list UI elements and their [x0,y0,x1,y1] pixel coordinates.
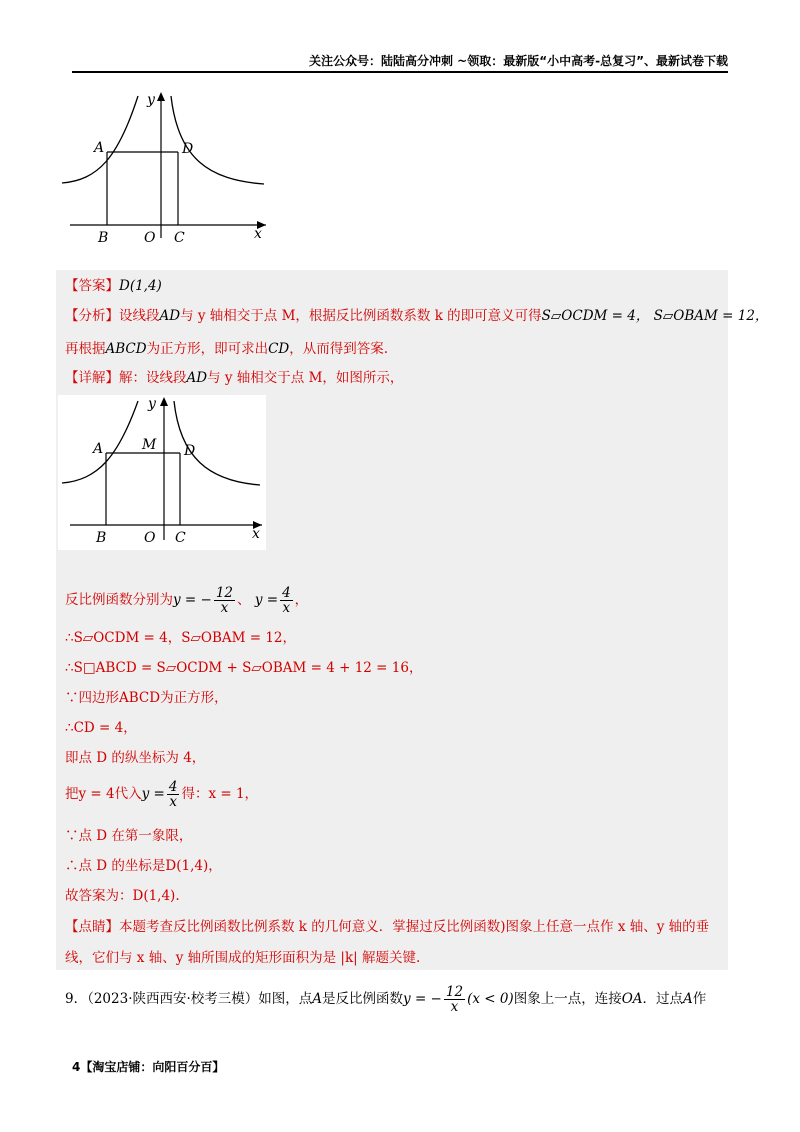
axis-label-x: x [254,226,262,242]
point-label-B-2: B [96,530,107,546]
axis-label-x-2: x [252,526,260,542]
axis-label-y-2: y [148,396,156,412]
point-label-D: D [182,141,194,157]
step-3: ∵四边形ABCD为正方形， [65,690,228,706]
point-label-A: A [94,140,105,156]
step-2: ∴S□ABCD = S▱OCDM + S▱OBAM = 4 + 12 = 16， [65,660,423,676]
analysis-line-2: 再根据ABCD为正方形，即可求出CD，从而得到答案. [65,341,389,357]
point-label-C: C [174,230,185,246]
step-6: 把y = 4代入y = $\frac{4}{x}$ 得：x = 1， [65,779,259,810]
comment-line-1: 【点睛】本题考查反比例函数比例系数 k 的几何意义．掌握过反比例函数)图象上任意一点作 x 轴、y 轴的垂 [65,919,710,935]
header-divider [72,71,728,73]
page-footer: 4【淘宝店铺：向阳百分百】 [72,1060,225,1074]
fraction-4-over-x: $\frac{4}{x}$ [282,585,291,616]
function-line: 反比例函数分别为y = − $\frac{12}{x}$ 、 y = $\frac{4}{x}$ ， [65,585,309,616]
axis-label-y: y [147,92,155,108]
point-label-O: O [144,230,156,246]
fraction-4-over-x-step6: $\frac{4}{x}$ [168,779,178,810]
answer-line: 【答案】D(1,4) [65,278,162,294]
fraction-12-over-x: $\frac{12}{x}$ [215,585,234,616]
question-9: 9．（2023·陕西西安·校考三模）如图，点A是反比例函数y = − $\frac{12}{x}$ (x < 0)图象上一点，连接OA．过点A作 [65,984,707,1015]
step-5: 即点 D 的纵坐标为 4， [65,750,206,766]
point-label-M: M [142,437,157,453]
step-9: 故答案为：D(1,4). [65,888,180,904]
step-8: ∴点 D 的坐标是D(1,4)， [65,858,222,874]
step-7: ∵点 D 在第一象限， [65,828,193,844]
step-1: ∴S▱OCDM = 4，S▱OBAM = 12， [65,630,297,646]
detail-line-1: 【详解】解：设线段AD与 y 轴相交于点 M，如图所示， [65,370,404,386]
analysis-line-1: 【分析】设线段AD与 y 轴相交于点 M，根据反比例函数系数 k 的即可意义可得S▱OCDM = 4， S▱OBAM = 12， [65,308,769,324]
step-4: ∴CD = 4， [65,720,137,736]
page-header: 关注公众号：陆陆高分冲刺 ~领取：最新版“小中高考-总复习”、最新试卷下载 [309,54,728,68]
point-label-A-2: A [93,441,104,457]
point-label-D-2: D [184,443,196,459]
figure-2 [58,395,266,550]
point-label-C-2: C [175,530,186,546]
fraction-12-over-x-q9: $\frac{12}{x}$ [445,984,464,1015]
point-label-O-2: O [144,530,156,546]
comment-line-2: 线，它们与 x 轴、y 轴所围成的矩形面积为是 |k| 解题关键. [65,950,421,966]
figure-1 [58,88,278,248]
point-label-B: B [98,230,109,246]
